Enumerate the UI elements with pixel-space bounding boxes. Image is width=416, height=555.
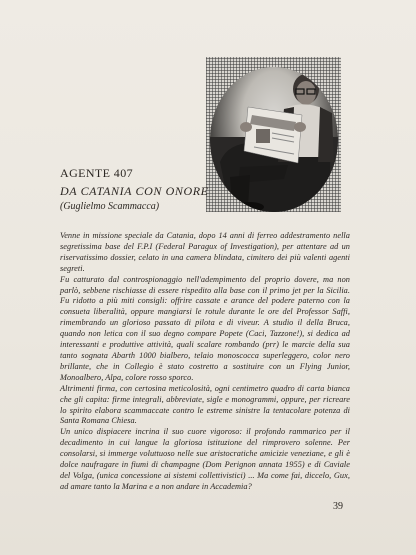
- agent-heading: AGENTE 407: [60, 166, 133, 180]
- portrait-photo: [206, 57, 341, 212]
- body-text: [60, 231, 350, 493]
- paragraph-3: Altrimenti firma, con certosina meticolosità, ogni centimetro quadro di carta bianca che gli capita: firme integrali, abbreviate, sigle e monogrammi, oppure, per ricreare lo spirito elabora scammaccate contro le estreme sinistre la tentacolare potenza di Santa Romana Chiesa.: [60, 383, 350, 426]
- man-reading-newspaper-illustration: [210, 67, 338, 212]
- story-title: DA CATANIA CON ONORE: [60, 184, 209, 198]
- oval-vignette: [210, 67, 338, 212]
- paragraph-2: Fu catturato dal controspionaggio nell'adempimento del proprio dovere, ma non parlò, sebbene rischiasse di essere rispedito alla base con il primo jet per la Sicilia. Fu ridotto a più miti consigli: offrire cassate e arance del podere paterno con la consueta liberalità, oppure mangiarsi le rotule durante le ore del Professor Saffi, rimembrando un glorioso passato di pilota e di viveur. A studio il della Bruca, quando non letica con il suo degno compare Popete (Caci, Tazzone!), si dedica ad interessanti e produttive attività, quali scalare rombando (prr) le marcie della sua tanto sognata Abarth 1000 bialbero, telaio monoscocca superleggero, color nero brillante, che in Collegio è stato costretto a sostituire con un Flying Junior, Monoalbero, Alpa, colore rosso sporco.: [60, 274, 350, 382]
- paragraph-1: Venne in missione speciale da Catania, dopo 14 anni di ferreo addestramento nella segretissima base del F.P.I (Federal Paragux of Investigation), per attentare ad un riservatissimo dossier, celato in una camera blindata, cimitero dei più valenti agenti segreti.: [60, 231, 350, 273]
- paragraph-4: Un unico dispiacere incrina il suo cuore vigoroso: il profondo rammarico per il decadimento in cui langue la gloriosa istituzione del rimprovero solenne. Per consolarsi, si immerge voluttuoso nelle sue aristocratiche amicizie veneziane, e gli è dolce naufragare in fiumi di champagne (Dom Perignon annata 1955) e di Caviale del Volga, (unica concessione ai sistemi collettivistici) ... Ma come fai, diccelo, Gux, ad amare tanto la Marina e a non andare in Accademia?: [60, 427, 350, 491]
- author-name: (Guglielmo Scammacca): [60, 201, 160, 212]
- page-number: 39: [333, 501, 343, 512]
